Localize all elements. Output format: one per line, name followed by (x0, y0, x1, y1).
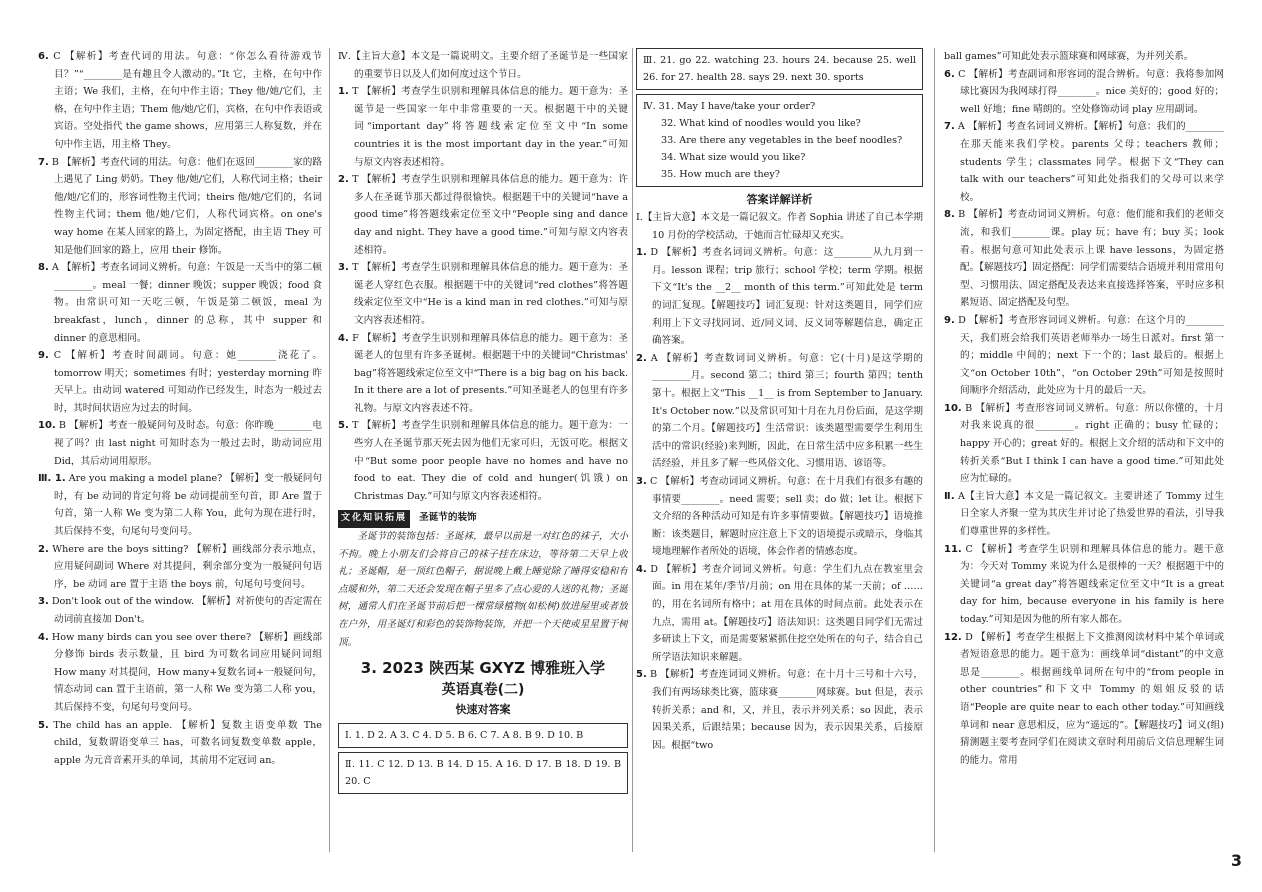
answer-item (338, 330, 628, 418)
item-number: 10. (38, 420, 56, 432)
item-text: C 【解析】考查时间副词。句意：她________浇花了。tomorrow 明天；sometimes 有时；yesterday morning 昨天早上。由动词 watered 可知动作已经发生，时态为一般过去时，其时间状语应为过去的时间。 (53, 350, 322, 414)
answer-item (636, 473, 923, 561)
item-number: 9. (38, 350, 49, 362)
answers-box-iii (636, 48, 923, 90)
answer-item (38, 629, 322, 717)
item-text: D 【解析】考查形容词词义辨析。句意：在这个月的________天，我们班会给我们英语老师举办一场生日派对。first 第一的；middle 中间的；next 下一个的；last 最后的。根据上文“on October 10th”，“on October 29th”可知是按照时间顺序介绍活动，此处应为十月的最后一天。 (958, 314, 1224, 397)
item-text: A 【解析】考查名词词义辨析。句意：午饭是一天当中的第二顿________。meal 一餐；dinner 晚饭；supper 晚饭；food 食物。由常识可知一天吃三顿，午饭是第二顿饭，meal 为 breakfast，lunch，dinner 的总称，其中 supper 和 dinner 的意思相同。 (51, 262, 322, 344)
answer-item (338, 83, 628, 171)
item-text: B 【解析】考查形容词词义辨析。句意：所以你懂的，十月对我来说真的很________。right 正确的；busy 忙碌的；happy 开心的；great 好的。根据上文介绍的活动和下文中的转折关系“But I think I can have a good time.”可知此处应为忙碌的。 (960, 402, 1224, 485)
exam-title: 3. 2023 陕西某 GXYZ 博雅班入学 (360, 659, 606, 678)
item-number: Ⅲ. 1. (38, 473, 66, 485)
item-text: D 【解析】考查学生根据上下文推测阅读材料中某个单词或者短语意思的能力。题干意为：画线单词“distant”的中文意思是________。根据画线单词所在句中的“from people in other countries”和下文中 Tommy 的姐姐反驳的话语“People are quite near to each other today.”可知画线单词和 near 意思相反，应为“遥远的”。【解题技巧】词义(组)猜测题主要考查同学们在阅读文章时利用前后文信息理解生词的能力。常用 (960, 631, 1224, 766)
answers-line: 33. Are there any vegetables in the beef noodles? (661, 135, 903, 146)
quick-answers-box-1 (338, 723, 628, 748)
answer-item (636, 561, 923, 667)
item-text: T 【解析】考查学生识别和理解具体信息的能力。题干意为：一些穷人在圣诞节那天死去因为他们无家可归，无饭可吃。根据文中“But some poor people have no homes and have no food to eat. They die of cold and hunger(饥饿) on Christmas Day.”可知与原文内容表述相符。 (352, 420, 628, 502)
item-text: T 【解析】考查学生识别和理解具体信息的能力。题干意为：圣诞老人穿红色衣服。根据题干中的关键词“red clothes”将答题线索定位至文中“He is a kind man in red clothes.”可知与原文内容表述相符。 (352, 262, 628, 326)
item-text: The child has an apple. 【解析】复数主语变单数 The child，复数谓语变单三 has，可数名词复数变单数 apple，apple 为元音音素开头的单词，其前用不定冠词 an。 (53, 719, 322, 766)
answers-line: Ⅲ. 21. go 22. watching 23. hours 24. because 25. well 26. for 27. health 28. says 29. next 30. sports (643, 55, 916, 83)
answer-item (944, 206, 1224, 312)
item-number: 10. (944, 402, 962, 414)
column-1 (38, 48, 322, 852)
item-text: B 【解析】考查代词的用法。句意：他们在返回________家的路上遇见了 Ling 奶奶。They 他/她/它们，人称代词主格；their 他/她/它们的，形容词性物主代词；theirs 他/她/它们的，名词性物主代词；them 他/她/它们，人称代词宾格。on one's way home 在某人回家的路上，为固定搭配，由主语 They 可知是他们回家的路上，应用 their 修饰。 (51, 156, 322, 256)
answer-item (944, 629, 1224, 770)
item-number: 6. (944, 68, 955, 80)
answer-item (38, 593, 322, 628)
answers-line: 34. What size would you like? (661, 152, 806, 163)
item-number: 2. (338, 174, 349, 186)
answers-line: 35. How much are they? (661, 169, 780, 180)
item-text: B 【解析】考查动词词义辨析。句意：他们能和我们的老师交流，和我们________课。play 玩；have 有；buy 买；look 看。根据句意可知此处表示上课 have lessons，为固定搭配。【解题技巧】固定搭配：同学们需要结合语境并利用常用句型、习惯用法、固定搭配及表达来直接选择答案，平时应多积累短语、固定搭配及句型。 (958, 209, 1224, 309)
item-text: B 【解析】考查一般疑问句及时态。句意：你昨晚________电视了吗？由 last night 可知时态为一般过去时，助动词应用 Did，其后动词用原形。 (54, 420, 322, 467)
item-text: T 【解析】考查学生识别和理解具体信息的能力。题干意为：圣诞节是一些国家一年中非常重要的一天。根据题干中的关键词“important day”将答题线索定位至文中“In some countries it is the most important day in the year.”可知与原文内容表述相符。 (352, 86, 628, 168)
passage-intro: Ⅳ.【主旨大意】本文是一篇说明文。主要介绍了圣诞节是一些国家的重要节日以及人们如何度过这个节日。 (338, 51, 628, 80)
answer-item (636, 244, 923, 350)
answer-item (338, 171, 628, 259)
answer-item (636, 666, 923, 754)
detail-title: 答案详解详析 (746, 193, 813, 206)
item-number: 3. (338, 262, 349, 274)
item-text: Don't look out of the window. 【解析】对祈使句的否定需在动词前直接加 Don't。 (51, 596, 322, 625)
answer-item (944, 541, 1224, 629)
item-number: 4. (38, 631, 49, 643)
column-divider (632, 48, 633, 852)
item-number: 12. (944, 631, 962, 643)
culture-badge: 文化知识拓展 (338, 510, 410, 528)
item-text: Are you making a model plane? 【解析】变一般疑问句时，有 be 动词的肯定句将 be 动词提前至句首，即 Are 置于句首，第一人称 We 变为第二人称 You，此句为现在进行时，其后保持不变，句尾句号变问号。 (54, 473, 322, 538)
item-number: 1. (636, 247, 647, 259)
item-text: How many birds can you see over there? 【解析】画线部分修饰 birds 表示数量，且 bird 为可数名词应用疑问词组 How many 对其提问，How many+复数名词+一般疑问句，情态动词 can 置于主语前，第一人称 We 变为第二人称 you，其后保持不变，句尾句号变问号。 (51, 631, 322, 713)
item-text: C 【解析】考查副词和形容词的混合辨析。句意：我将参加网球比赛因为我网球打得________。nice 美好的；good 好的；well 好地；fine 晴朗的。空处修饰动词 play 应用副词。 (958, 68, 1224, 115)
answer-item (38, 154, 322, 260)
answers-line: Ⅳ. 31. May I have/take your order? (643, 101, 816, 112)
answers-box-iv (636, 94, 923, 187)
item-text: B 【解析】考查连词词义辨析。句意：在十月十三号和十六号，我们有两场球类比赛，篮球赛________网球赛。but 但是，表示转折关系；and 和，又，并且，表示并列关系；so 因此，表示因果关系，后跟结果；because 因为，表示因果关系，后接原因。根据“two (649, 669, 923, 751)
answer-item (944, 66, 1224, 119)
item-number: 3. (38, 596, 49, 608)
item-number: 5. (338, 420, 349, 432)
item-text: A 【解析】考查数词词义辨析。句意：它(十月)是这学期的________月。second 第二；third 第三；fourth 第四；tenth 第十。根据上文“This __1__ is from September to January. It's October now.”以及常识可知十月在九月份后面，是这学期的第二个月。【解题技巧】生活常识：该类题型需要学生利用生活中的常识(经验)来判断，因此，在日常生活中应多积累一些生活经验，并且多了解一些风俗文化、习惯用语、谚语等。 (650, 352, 923, 470)
item-text: ball games”可知此处表示篮球赛和网球赛，为并列关系。 (944, 51, 1194, 62)
answer-item (38, 717, 322, 770)
item-text: A 【解析】考查名词词义辨析。【解析】句意：我们的________在那天能来我们学校。parents 父母；teachers 教师；students 学生；classmates 同学。根据下文“They can talk with our teachers”可知此处指我们的父母可以来学校。 (957, 121, 1224, 203)
item-number: 4. (636, 563, 647, 575)
quick-answers-title: 快速对答案 (455, 703, 511, 717)
answer-item (38, 541, 322, 594)
passage-intro: Ⅰ.【主旨大意】本文是一篇记叙文。作者 Sophia 讲述了自己本学期 10 月份的学校活动，于她而言忙碌却又充实。 (636, 212, 923, 241)
answer-item (944, 400, 1224, 488)
answer-item (944, 312, 1224, 400)
item-number: 2. (636, 352, 647, 364)
answer-item (636, 350, 923, 473)
item-number: 5. (38, 719, 49, 731)
item-number: 7. (38, 156, 49, 168)
answer-item (338, 259, 628, 329)
item-number: 3. (636, 475, 647, 487)
answer-item (38, 259, 322, 347)
item-text: T 【解析】考查学生识别和理解具体信息的能力。题干意为：许多人在圣诞节那天都过得很愉快。根据题干中的关键词“have a good time”将答题线索定位至文中“People sing and dance day and night. They have a good time.”可知与原文内容表述相符。 (352, 174, 628, 256)
item-number: 8. (38, 262, 49, 274)
culture-title: 圣诞节的装饰 (419, 512, 477, 524)
item-text: C 【解析】考查学生识别和理解具体信息的能力。题干意为：今天对 Tommy 来说为什么是很棒的一天？根据题干中的关键词“a great day”将答题线索定位至文中“It is a great day for him, because everyone in his family is here today.”可知是因为他的所有家人都在。 (960, 543, 1224, 625)
item-number: 4. (338, 332, 349, 344)
item-text: C 【解析】考查动词词义辨析。句意：在十月我们有很多有趣的事情要________。need 需要；sell 卖；do 做；let 让。根据下文介绍的各种活动可知是有许多事情要做。【解题技巧】语境推断：该类题目，解题时应注意上下文的语境提示或暗示，身临其境地理解作者所处的语境，体会作者的情感态度。 (649, 475, 923, 558)
answer-item (38, 347, 322, 417)
item-number: 7. (944, 121, 955, 133)
item-number: Ⅱ. (944, 490, 955, 502)
item-text: C 【解析】考查代词的用法。句意：“你怎么看待游戏节目？”“________是有趣且令人激动的。”It 它，主格，在句中作主语；We 我们，主格，在句中作主语；They 他/她/它们，主格，在句中作主语；Them 他/她/它们，宾格，在句中作表语或宾语。空处指代 the game shows，应用第三人称复数，并在句中作主语，用主格 They。 (53, 51, 322, 150)
column-2 (338, 48, 628, 852)
column-3 (636, 48, 923, 852)
item-text: A【主旨大意】本文是一篇记叙文。主要讲述了 Tommy 过生日全家人齐聚一堂为其庆生并讨论了热爱世界的看法，引导我们尊重世界的多样性。 (958, 490, 1224, 538)
answer-item (944, 488, 1224, 541)
page-number: 3 (1230, 851, 1242, 870)
culture-heading (338, 509, 628, 528)
column-4 (944, 48, 1224, 852)
item-text: D 【解析】考查名词词义辨析。句意：这________从九月到一月。lesson 课程；trip 旅行；school 学校；term 学期。根据下文“It's the __2__ month of this term.”可知此处是 term 的词汇复现。【解题技巧】词汇复现：针对这类题目，同学们应利用上下文寻找同词、近/同义词、反义词等解题信息，确定正确答案。 (650, 247, 923, 347)
item-number: 2. (38, 543, 49, 555)
culture-text: 圣诞节的装饰包括：圣诞袜，最早以前是一对红色的袜子，大小不拘。晚上小朋友们会将自己的袜子挂在床边，等待第二天早上收礼；圣诞帽，是一顶红色帽子，据说晚上戴上睡觉除了睡得安稳和有点暖和外，第二天还会发现在帽子里多了点心爱的人送的礼物；圣诞树，通常人们在圣诞节前后把一棵常绿植物(如松树)放进屋里或者放在户外，用圣诞灯和彩色的装饰物装饰，并把一个天使或星星置于树顶。 (338, 531, 628, 648)
quick-answers-box-2 (338, 752, 628, 794)
quick-answers-line: Ⅱ. 11. C 12. D 13. B 14. D 15. A 16. D 17. B 18. D 19. B 20. C (345, 759, 621, 788)
answers-line: 32. What kind of noodles would you like? (661, 118, 861, 129)
answer-item (38, 470, 322, 540)
item-text: Where are the boys sitting? 【解析】画线部分表示地点，应用疑问副词 Where 对其提问，剩余部分变为一般疑问句语序，be 动词 are 置于主语 the boys 前，句尾句号变问号。 (52, 543, 322, 590)
column-divider (329, 48, 330, 852)
item-number: 6. (38, 51, 49, 62)
column-divider (934, 48, 935, 852)
exam-subtitle: 英语真卷(二) (441, 682, 525, 699)
item-number: 11. (944, 543, 962, 555)
answer-item (338, 417, 628, 505)
item-number: 1. (338, 86, 349, 98)
item-number: 9. (944, 314, 955, 326)
answer-item (38, 417, 322, 470)
item-text: F 【解析】考查学生识别和理解具体信息的能力。题干意为：圣诞老人的包里有许多圣诞树。根据题干中的关键词“Christmas' bag”将答题线索定位至文中“There is a big bag on his back. In it there are a lot of presents.”可知圣诞老人的包里有许多礼物。与原文内容表述不符。 (352, 332, 628, 414)
answer-item (38, 48, 322, 154)
answer-item (944, 48, 1224, 66)
quick-answers-line: Ⅰ. 1. D 2. A 3. C 4. D 5. B 6. C 7. A 8. B 9. D 10. B (345, 730, 584, 742)
item-number: 8. (944, 209, 955, 221)
item-text: D 【解析】考查介词词义辨析。句意：学生们九点在教室里会面。in 用在某年/季节/月前；on 用在具体的某一天前；of ……的，用在名词所有格中；at 用在具体的时间点前。此处表示在九点，需用 at。【解题技巧】语法知识：这类题目同学们无需过多研读上下文，而是需要紧紧抓住挖空处所在的句子，结合自己所学语法知识来解题。 (650, 563, 923, 663)
answer-item (944, 118, 1224, 206)
item-number: 5. (636, 669, 647, 681)
